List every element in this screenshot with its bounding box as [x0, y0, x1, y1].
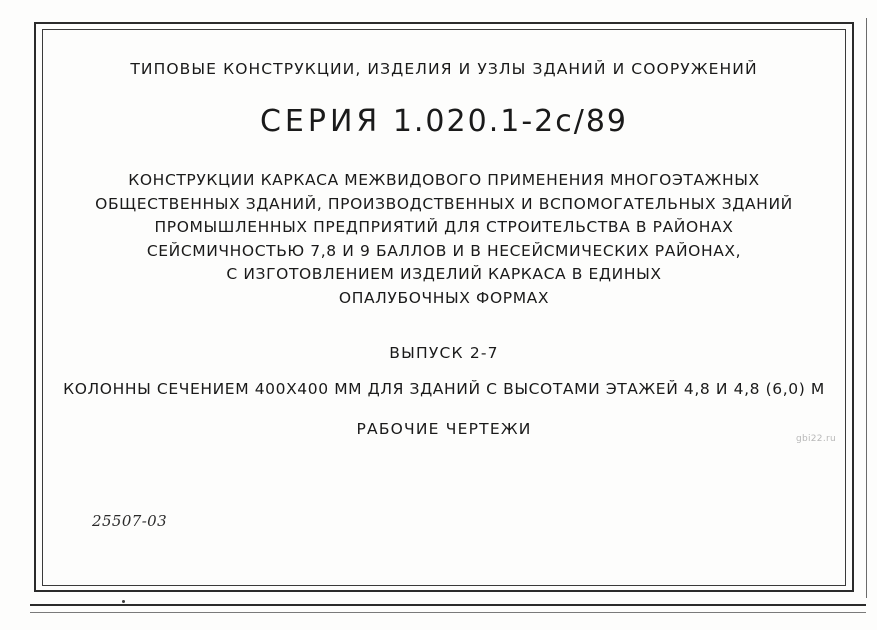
- issue-subject: КОЛОННЫ СЕЧЕНИЕМ 400Х400 ММ ДЛЯ ЗДАНИЙ С ВЫСОТАМИ ЭТАЖЕЙ 4,8 И 4,8 (6,0) М: [63, 380, 825, 399]
- title-block: [52, 40, 836, 575]
- issue-label: ВЫПУСК 2-7: [389, 344, 499, 363]
- bottom-rule-thick: [30, 604, 866, 606]
- description-line: СЕЙСМИЧНОСТЬЮ 7,8 И 9 БАЛЛОВ И В НЕСЕЙСМИЧЕСКИХ РАЙОНАХ,: [146, 241, 742, 260]
- document-kind: РАБОЧИЕ ЧЕРТЕЖИ: [356, 420, 532, 439]
- document-description: [52, 169, 836, 310]
- description-line: ОПАЛУБОЧНЫХ ФОРМАХ: [338, 288, 550, 307]
- document-header-line: ТИПОВЫЕ КОНСТРУКЦИИ, ИЗДЕЛИЯ И УЗЛЫ ЗДАНИЙ И СООРУЖЕНИЙ: [130, 60, 758, 78]
- watermark: gbi22.ru: [795, 434, 836, 444]
- series-title: [52, 104, 836, 139]
- description-line: КОНСТРУКЦИИ КАРКАСА МЕЖВИДОВОГО ПРИМЕНЕНИЯ МНОГОЭТАЖНЫХ: [128, 171, 760, 189]
- series-label: СЕРИЯ: [259, 104, 382, 139]
- description-line: ПРОМЫШЛЕННЫХ ПРЕДПРИЯТИЙ ДЛЯ СТРОИТЕЛЬСТВА В РАЙОНАХ: [154, 218, 734, 237]
- bottom-margin-dot: [122, 600, 125, 603]
- sheet-edge-line: [866, 18, 867, 598]
- bottom-rule-thin: [30, 612, 866, 613]
- archive-number: 25507-03: [92, 512, 168, 530]
- description-line: С ИЗГОТОВЛЕНИЕМ ИЗДЕЛИЙ КАРКАСА В ЕДИНЫХ: [226, 265, 662, 284]
- series-number: 1.020.1-2с/89: [392, 104, 629, 139]
- description-line: ОБЩЕСТВЕННЫХ ЗДАНИЙ, ПРОИЗВОДСТВЕННЫХ И ВСПОМОГАТЕЛЬНЫХ ЗДАНИЙ: [95, 194, 793, 213]
